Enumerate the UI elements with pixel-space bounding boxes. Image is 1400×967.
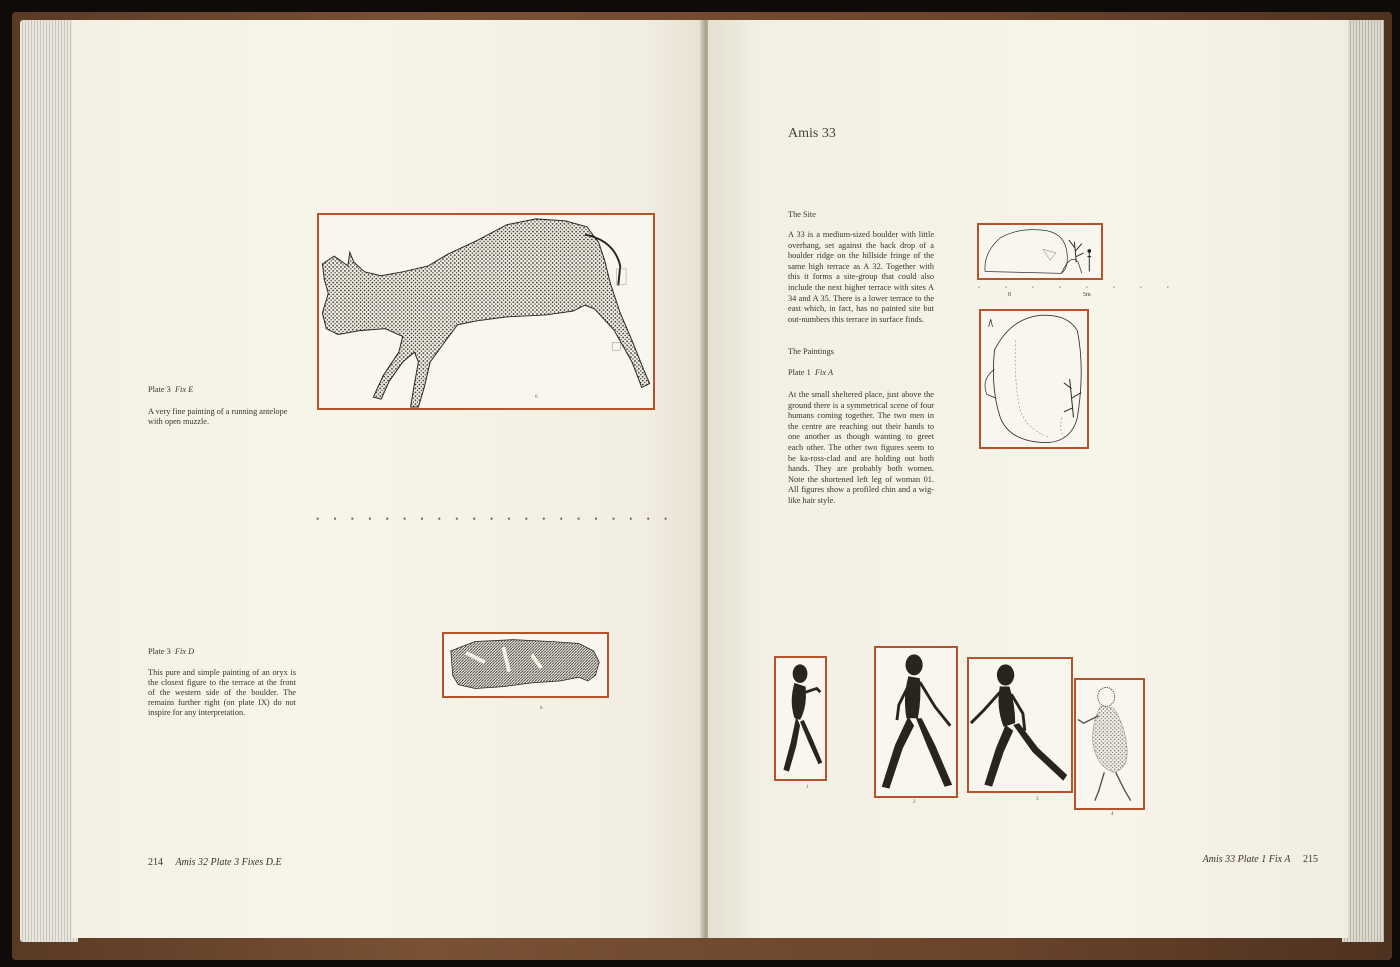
figure-1-frame	[774, 656, 827, 781]
plate-1-heading	[788, 368, 833, 378]
right-footer	[1148, 854, 1318, 865]
plate-d-caption-heading	[148, 647, 298, 657]
running-antelope-illustration	[319, 215, 653, 408]
human-figure-1	[776, 658, 825, 779]
paintings-heading: The Paintings	[788, 347, 834, 356]
oryx-illustration	[444, 634, 607, 696]
right-running-footer: Amis 33 Plate 1 Fix A	[1202, 854, 1291, 865]
plate-d-label: Plate 3	[148, 647, 171, 656]
plate-d-description: This pure and simple painting of an oryx is the closest figure to the terrace at the front of the western side of the boulder. The remains further right (on plate IX) do not inspire for any interpretation.	[148, 668, 296, 717]
figure-number-1: 1	[806, 785, 809, 790]
plate-d-fix: Fix D	[174, 647, 195, 656]
figure-number-2: 2	[913, 800, 916, 805]
plate-1-label: Plate 1	[788, 368, 811, 377]
figure-4-frame	[1074, 678, 1145, 810]
figure-label-e: 6	[535, 395, 538, 400]
figure-2-frame	[874, 646, 958, 798]
scale-dots: • • • • • • • •	[978, 286, 1181, 291]
left-running-footer: Amis 32 Plate 3 Fixes D.E	[175, 857, 282, 868]
left-page	[72, 20, 704, 938]
boulder-plan-sketch	[981, 311, 1087, 447]
dotted-rule: • • • • • • • • • • • • • • • • • • • • •	[316, 514, 674, 524]
scale-zero: 0	[1008, 292, 1011, 298]
paintings-description: At the small sheltered place, just above the ground there is a symmetrical scene of four humans coming together. The two men in the centre are reaching out their hands to one another as though wanting to greet each other. The other two figures seem to be ka-ross-clad and are holding out both hands. They are probably both women. Note the shortened left leg of woman 01. All figures show a profiled chin and a wig-like hair style.	[788, 390, 934, 505]
site-heading: The Site	[788, 210, 816, 219]
site-sketch-frame	[977, 223, 1103, 280]
left-footer	[148, 857, 448, 868]
figure-label-d: b	[540, 706, 543, 711]
scale-end: 5m	[1083, 292, 1091, 298]
plate-e-label: Plate 3	[148, 385, 171, 394]
right-page-number: 215	[1303, 854, 1318, 865]
left-page-number: 214	[148, 857, 163, 868]
plate-e-fix: Fix E	[174, 385, 194, 394]
plate-e-description: A very fine painting of a running antelope with open muzzle.	[148, 407, 288, 426]
plate-e-caption-heading	[148, 385, 298, 395]
page-edges-left	[20, 20, 78, 942]
human-figure-3	[969, 659, 1071, 791]
boulder-site-sketch	[979, 225, 1101, 278]
section-title: Amis 33	[788, 126, 836, 141]
right-page	[708, 20, 1348, 938]
figure-number-3: 3	[1036, 797, 1039, 802]
antelope-painting-frame	[317, 213, 655, 410]
human-figure-4	[1076, 680, 1143, 808]
page-edges-right	[1342, 20, 1384, 942]
plate-1-fix: Fix A	[814, 368, 834, 377]
plan-sketch-frame	[979, 309, 1089, 449]
human-figure-2	[876, 648, 956, 796]
figure-3-frame	[967, 657, 1073, 793]
oryx-painting-frame	[442, 632, 609, 698]
site-description: A 33 is a medium-sized boulder with little overhang, set against the back drop of a boulder ridge on the hillside fringe of the same high terrace as A 32. Together with this it forms a site-group that could also include the next higher terrace with sites A 34 and A 35. There is a lower terrace to the east which, in fact, has no painted site but out-numbers this terrace in surface finds.	[788, 230, 934, 324]
figure-number-4: 4	[1111, 812, 1114, 817]
